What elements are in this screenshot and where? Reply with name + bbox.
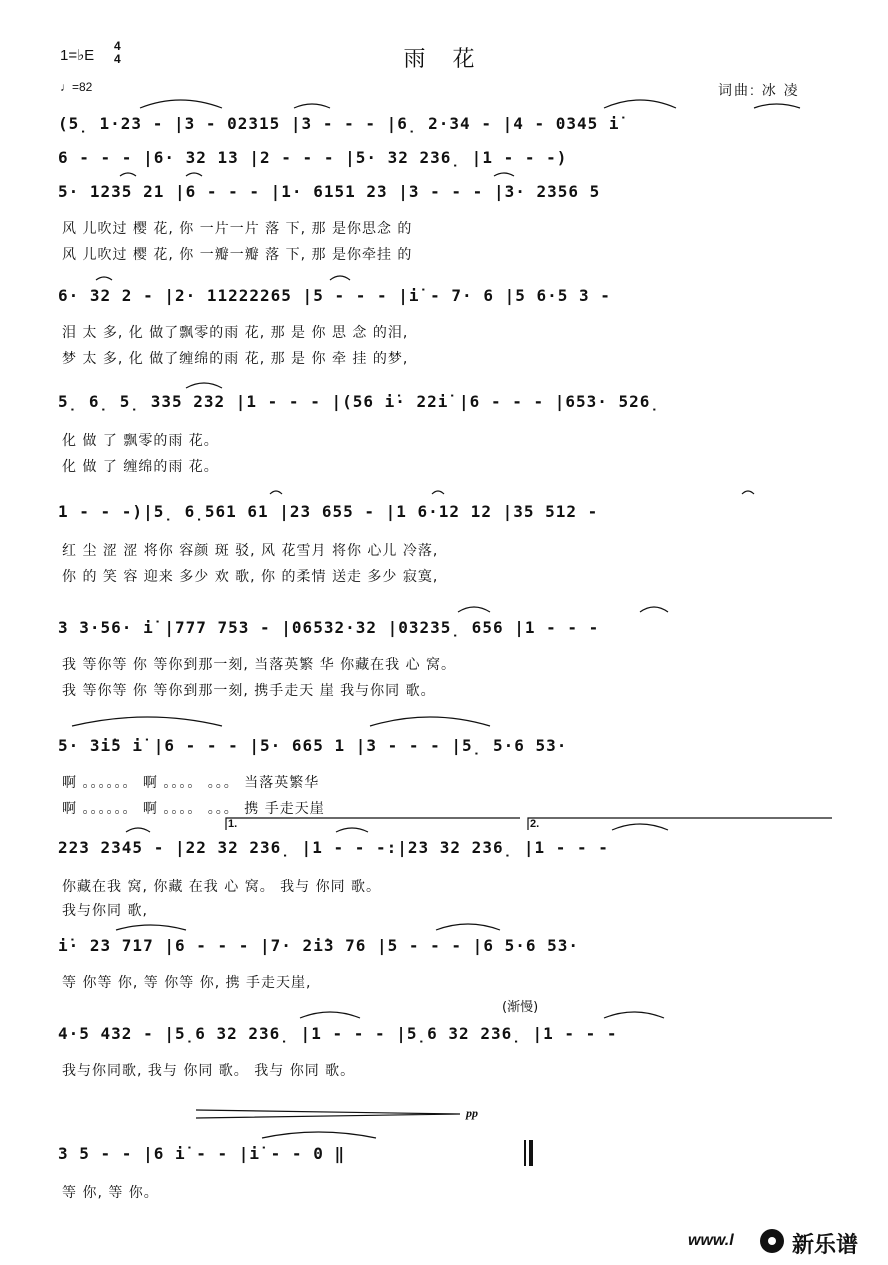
slur	[140, 100, 222, 108]
song-title: 雨 花	[403, 47, 485, 72]
volta-1-label: 1.	[228, 818, 238, 830]
hairpin	[196, 1110, 460, 1118]
slur	[96, 277, 112, 280]
slur	[370, 717, 490, 726]
slur	[640, 607, 668, 612]
slur	[330, 276, 350, 280]
slur	[458, 607, 490, 612]
slur	[72, 717, 222, 726]
notation-row-12: 3 5 - - |6 i̇ - - |i̇ - - 0 ‖	[58, 1144, 346, 1163]
lyric-row-12: 等 你, 等 你。	[62, 1185, 159, 1201]
tempo-marking: ♩=82	[60, 80, 93, 94]
lyric-row-6-verse-1: 红 尘 涩 涩 将你 容颜 斑 驳, 风 花雪月 将你 心儿 冷落,	[62, 543, 439, 559]
lyric-row-3-verse-1: 风 儿吹过 樱 花, 你 一片一片 落 下, 那 是你思念 的	[62, 221, 413, 237]
volta-1-bracket	[226, 818, 520, 830]
notation-row-7: 3 3·56· i̇ |777 753 - |06532·32 |03235̣ 656 |1 - - -	[58, 618, 600, 637]
lyric-row-9-verse-2: 我与你同 歌,	[62, 903, 148, 919]
footer-brand: 新乐谱	[792, 1233, 859, 1258]
lyric-row-9-verse-1: 你藏在我 窝, 你藏 在我 心 窝。 我与 你同 歌。	[62, 879, 382, 895]
dynamic-marking: pp	[466, 1106, 478, 1120]
lyric-row-7-verse-2: 我 等你等 你 等你到那一刻, 携手走天 崖 我与你同 歌。	[62, 683, 436, 699]
lyric-row-10: 等 你等 你, 等 你等 你, 携 手走天崖,	[62, 975, 312, 991]
lyric-row-6-verse-2: 你 的 笑 容 迎来 多少 欢 歌, 你 的柔情 送走 多少 寂寞,	[62, 569, 439, 585]
lyric-row-5-verse-1: 化 做 了 飘零的雨 花。	[62, 433, 219, 449]
slur	[336, 828, 368, 832]
notation-row-10: i̇· 23 717 |6 - - - |7· 2i̇3 76 |5 - - - |6 5·6 53·	[58, 936, 580, 955]
slur	[120, 173, 136, 176]
notation-row-1: (5̣ 1·23 - |3 - 02315 |3 - - - |6̣ 2·34 - |4 - 0345 i̇	[58, 114, 620, 133]
volta-2-label: 2.	[530, 818, 540, 830]
notation-row-2: 6 - - - |6· 32 13 |2 - - - |5· 32 236̣ |1 - - -)	[58, 148, 568, 167]
key-signature: 1=♭E	[60, 47, 95, 64]
notation-row-8: 5· 3i̇5 i̇ |6 - - - |5· 665 1 |3 - - - |5̣ 5·6 53·	[58, 736, 568, 755]
lyric-row-11: 我与你同歌, 我与 你同 歌。 我与 你同 歌。	[62, 1063, 356, 1079]
notation-row-4: 6· 32 2 - |2· 11222265 |5 - - - |i̇ - 7· 6 |5 6·5 3 -	[58, 286, 611, 305]
slur	[754, 104, 800, 108]
lyric-row-3-verse-2: 风 儿吹过 樱 花, 你 一瓣一瓣 落 下, 那 是你牵挂 的	[62, 247, 413, 263]
lyric-row-4-verse-2: 梦 太 多, 化 做了缠绵的雨 花, 那 是 你 牵 挂 的梦,	[62, 351, 409, 367]
time-denominator: 4	[114, 52, 121, 66]
slur	[270, 491, 282, 494]
slur	[186, 173, 202, 176]
tempo-change-note: (渐慢)	[502, 1000, 539, 1015]
slur	[494, 173, 514, 176]
slur	[742, 491, 754, 494]
lyric-row-4-verse-1: 泪 太 多, 化 做了飘零的雨 花, 那 是 你 思 念 的泪,	[62, 325, 409, 341]
slur	[604, 100, 676, 108]
slur	[186, 383, 222, 388]
credit-line: 词曲: 冰 凌	[718, 82, 800, 98]
slur	[116, 925, 186, 930]
final-barline-thick	[529, 1140, 533, 1166]
time-numerator: 4	[114, 39, 121, 53]
slur	[604, 1012, 664, 1018]
slur	[432, 491, 444, 494]
slur	[126, 828, 150, 832]
lyric-row-5-verse-2: 化 做 了 缠绵的雨 花。	[62, 459, 219, 475]
slur	[612, 824, 668, 830]
slur	[436, 924, 500, 930]
lyric-row-8-verse-1: 啊 。。。。。。 啊 。。。。 。。。 当落英繁华	[62, 775, 320, 791]
notation-row-9: 223 2345 - |22 32 236̣ |1 - - -:|23 32 236̣ |1 - - -	[58, 838, 609, 857]
notation-row-3: 5· 1235 21 |6 - - - |1· 6151 23 |3 - - - |3· 2356 5	[58, 182, 601, 201]
slur	[294, 104, 330, 108]
notation-row-11: 4·5 432 - |5̣6 32 236̣ |1 - - - |5̣6 32 236̣ |1 - - -	[58, 1024, 618, 1043]
lyric-row-7-verse-1: 我 等你等 你 等你到那一刻, 当落英繁 华 你藏在我 心 窝。	[62, 657, 457, 673]
notation-row-5: 5̣ 6̣ 5̣ 335 232 |1 - - - |(56 i̇· 22i̇ |6 - - - |653· 526̣	[58, 392, 661, 411]
footer-url: www.l	[688, 1232, 734, 1249]
notation-row-6: 1 - - -)|5̣ 6̣561 61 |23 655 - |1 6·12 12 |35 512 -	[58, 502, 599, 521]
slur	[262, 1132, 376, 1138]
volta-2-bracket	[528, 818, 832, 830]
final-barline	[524, 1140, 526, 1166]
lyric-row-8-verse-2: 啊 。。。。。。 啊 。。。。 。。。 携 手走天崖	[62, 801, 325, 817]
slur	[300, 1012, 360, 1018]
